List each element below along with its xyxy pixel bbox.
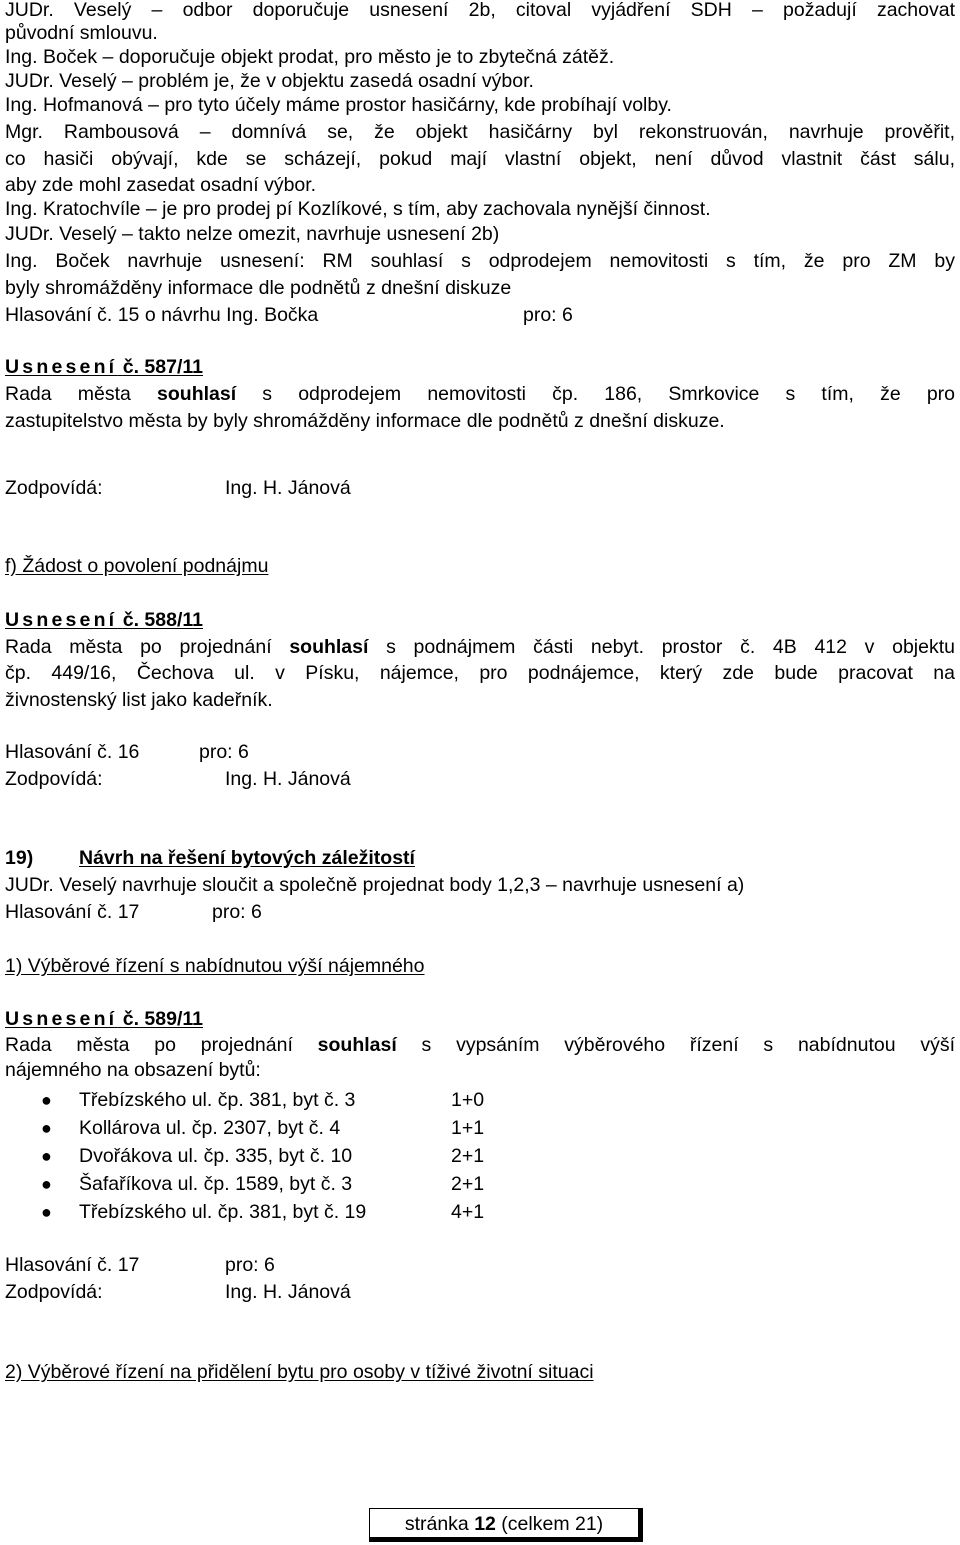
resolution-title: Usnesení č. 589/11 [5,1008,203,1030]
responsible-name: Ing. H. Jánová [225,1281,351,1303]
section-heading: 2) Výběrové řízení na přidělení bytu pro osoby v tíživé životní situaci [5,1361,594,1383]
list-item-address: Šafaříkova ul. čp. 1589, byt č. 3 [79,1173,353,1195]
resolution-text: živnostenský list jako kadeřník. [5,689,273,711]
vote-value: pro: 6 [225,1254,275,1276]
vote-value: pro: 6 [523,304,573,326]
bullet-icon: ● [41,1118,52,1138]
text-line: JUDr. Veselý navrhuje sloučit a společně projednat body 1,2,3 – navrhuje usnesení a) [5,874,745,896]
list-item-rooms: 2+1 [451,1145,485,1167]
list-item-rooms: 1+1 [451,1117,485,1139]
text-line: Ing. Kratochvíle – je pro prodej pí Kozlíkové, s tím, aby zachovala nynější činnost. [5,198,711,220]
vote-label: Hlasování č. 17 [5,901,140,923]
section-heading: 1) Výběrové řízení s nabídnutou výší nájemného [5,955,425,977]
list-item [5,1199,955,1226]
responsible-label: Zodpovídá: [5,768,103,790]
text-line: Ing. Boček – doporučuje objekt prodat, pro město je to zbytečná zátěž. [5,46,615,68]
page-number-box [369,1508,643,1542]
vote-line [5,302,955,329]
resolution-title: Usnesení č. 587/11 [5,356,203,378]
responsible-line [5,766,955,793]
list-item-address: Třebízského ul. čp. 381, byt č. 19 [79,1201,367,1223]
list-item-rooms: 2+1 [451,1173,485,1195]
resolution-text: Rada města po projednání souhlasí s podnájmem části nebyt. prostor č. 4B 412 v objektu [5,636,955,658]
responsible-name: Ing. H. Jánová [225,477,351,499]
responsible-label: Zodpovídá: [5,1281,103,1303]
responsible-label: Zodpovídá: [5,477,103,499]
text-line: aby zde mohl zasedat osadní výbor. [5,174,317,196]
page-total: (celkem 21) [495,1513,604,1535]
vote-label: Hlasování č. 15 o návrhu Ing. Bočka [5,304,319,326]
list-item-rooms: 4+1 [451,1201,485,1223]
vote-line [5,899,955,926]
list-item-address: Kollárova ul. čp. 2307, byt č. 4 [79,1117,341,1139]
resolution-text: nájemného na obsazení bytů: [5,1059,261,1081]
text-line: Ing. Hofmanová – pro tyto účely máme prostor hasičárny, kde probíhají volby. [5,94,672,116]
list-item-address: Dvořákova ul. čp. 335, byt č. 10 [79,1145,353,1167]
text-line: JUDr. Veselý – takto nelze omezit, navrhuje usnesení 2b) [5,223,500,245]
resolution-text: Rada města souhlasí s odprodejem nemovitosti čp. 186, Smrkovice s tím, že pro [5,383,956,405]
text-line: původní smlouvu. [5,22,158,44]
responsible-line [5,475,955,502]
list-item [5,1115,955,1142]
bullet-icon: ● [41,1202,52,1222]
resolution-text: zastupitelstvo města by byly shromážděny informace dle podnětů z dnešní diskuze. [5,410,725,432]
list-item-rooms: 1+0 [451,1089,485,1111]
text-line: JUDr. Veselý – odbor doporučuje usnesení 2b, citoval vyjádření SDH – požadují zachovat [5,0,955,21]
vote-value: pro: 6 [212,901,262,923]
page-number: 12 [474,1513,496,1535]
list-item [5,1143,955,1170]
bullet-icon: ● [41,1146,52,1166]
resolution-text: Rada města po projednání souhlasí s vypsáním výběrového řízení s nabídnutou výší [5,1034,955,1056]
responsible-line [5,1279,955,1306]
resolution-title: Usnesení č. 588/11 [5,609,203,631]
list-item-address: Třebízského ul. čp. 381, byt č. 3 [79,1089,356,1111]
vote-line [5,739,955,766]
resolution-text: čp. 449/16, Čechova ul. v Písku, nájemce, pro podnájemce, který zde bude pracovat na [5,662,955,684]
text-line: JUDr. Veselý – problém je, že v objektu zasedá osadní výbor. [5,70,534,92]
vote-value: pro: 6 [199,741,249,763]
text-line: Mgr. Rambousová – domnívá se, že objekt hasičárny byl rekonstruován, navrhuje prověřit, [5,121,955,143]
list-item [5,1087,955,1114]
vote-line [5,1252,955,1279]
text-line: Ing. Boček navrhuje usnesení: RM souhlasí s odprodejem nemovitosti s tím, že pro ZM by [5,250,955,272]
vote-label: Hlasování č. 17 [5,1254,140,1276]
vote-label: Hlasování č. 16 [5,741,140,763]
bullet-icon: ● [41,1090,52,1110]
responsible-name: Ing. H. Jánová [225,768,351,790]
list-item [5,1171,955,1198]
section-heading: f) Žádost o povolení podnájmu [5,555,269,577]
text-line: byly shromážděny informace dle podnětů z dnešní diskuze [5,277,512,299]
text-line: co hasiči obývají, kde se scházejí, pokud mají vlastní objekt, není důvod vlastnit část sálu, [5,148,955,170]
bullet-icon: ● [41,1174,52,1194]
section-19-heading: 19) Návrh na řešení bytových záležitostí [5,847,415,869]
page-label: stránka [404,1513,475,1535]
